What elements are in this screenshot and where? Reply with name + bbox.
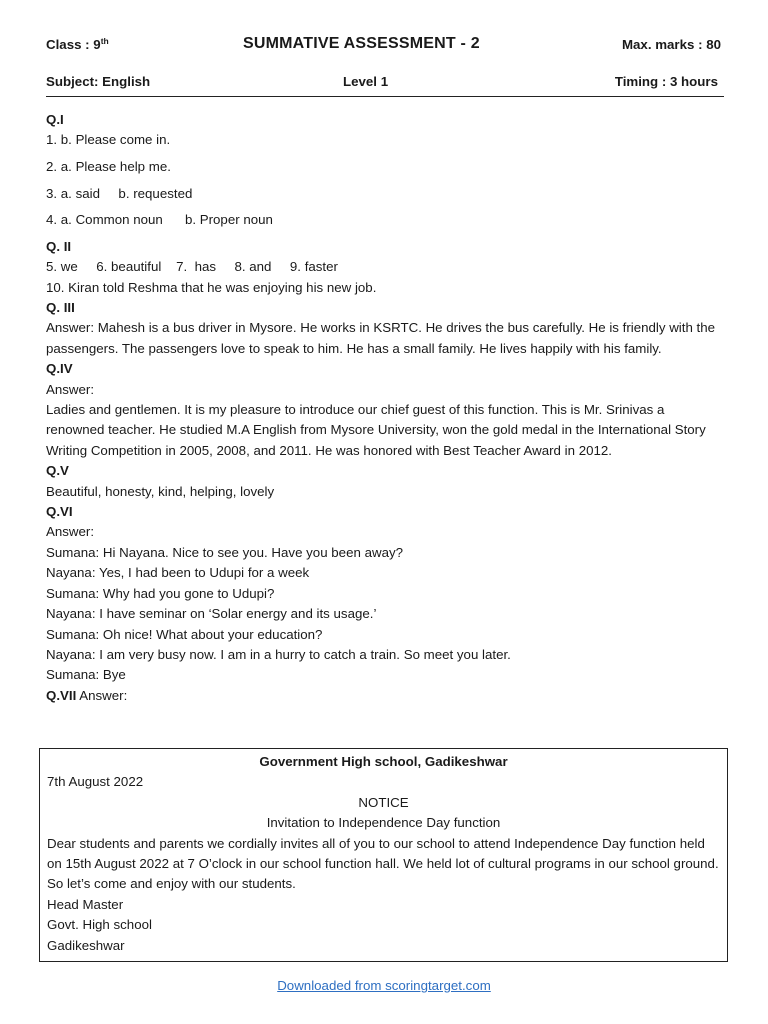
answers-body: [46, 110, 724, 706]
q2-line: 10. Kiran told Reshma that he was enjoying his new job.: [46, 279, 377, 295]
header-divider: [46, 96, 724, 97]
q1-line: 1. b. Please come in.: [46, 132, 171, 148]
download-source-link[interactable]: Downloaded from scoringtarget.com: [277, 978, 491, 993]
dialogue-line: Sumana: Hi Nayana. Nice to see you. Have you been away?: [46, 544, 404, 560]
notice-school: Government High school, Gadikeshwar: [259, 754, 508, 769]
footer: [0, 978, 768, 993]
dialogue-line: Sumana: Oh nice! What about your education?: [46, 626, 323, 642]
notice-sign-line: Head Master: [47, 896, 124, 912]
class-label: Class : 9th: [46, 36, 109, 52]
notice-sign-line: Govt. High school: [47, 917, 152, 933]
q4-answer-label: Answer:: [46, 381, 95, 397]
q7-answer-label: Answer:: [76, 687, 128, 703]
notice-heading: NOTICE: [358, 794, 409, 810]
q7-label: Q.VII: [46, 687, 77, 703]
notice-body: Dear students and parents we cordially invites all of you to our school to attend Independence Day function held on 15th August 2022 at 7 O’clock in our school function hall. We held lot of cultural programs in our school ground. So let’s come and enjoy with our students.: [47, 835, 719, 892]
q5-label: Q.V: [46, 463, 69, 479]
q3-label: Q. III: [46, 300, 75, 315]
q5-answer: Beautiful, honesty, kind, helping, lovely: [46, 483, 275, 499]
dialogue-line: Nayana: I have seminar on ‘Solar energy and its usage.’: [46, 606, 377, 622]
q4-answer: Ladies and gentlemen. It is my pleasure to introduce our chief guest of this function. This is Mr. Srinivas a renowned teacher. He studied M.A English from Mysore University, won the gold medal in the International Story Writing Competition in 2005, 2008, and 2011. He was honored with Best Teacher Award in 2012.: [46, 402, 706, 458]
q1-line: 3. a. said b. requested: [46, 185, 193, 201]
q4-label: Q.IV: [46, 361, 73, 377]
q2-line: 5. we 6. beautiful 7. has 8. and 9. faster: [46, 259, 338, 275]
q7-heading: [46, 686, 724, 706]
notice-box: [39, 748, 728, 962]
q1-label: Q.I: [46, 112, 64, 127]
max-marks: Max. marks : 80: [621, 37, 721, 52]
subject-label: Subject: English: [46, 74, 151, 89]
dialogue-line: Sumana: Why had you gone to Udupi?: [46, 585, 275, 601]
level-label: Level 1: [343, 74, 389, 89]
timing-label: Timing : 3 hours: [614, 74, 718, 89]
q6-answer-label: Answer:: [46, 524, 95, 540]
dialogue-line: Nayana: I am very busy now. I am in a hurry to catch a train. So meet you later.: [46, 646, 511, 662]
notice-sign-line: Gadikeshwar: [47, 937, 125, 953]
page-title: SUMMATIVE ASSESSMENT - 2: [243, 35, 480, 52]
q6-label: Q.VI: [46, 504, 73, 520]
dialogue-line: Sumana: Bye: [46, 667, 126, 683]
notice-subject: Invitation to Independence Day function: [266, 815, 501, 831]
q3-answer: Answer: Mahesh is a bus driver in Mysore. He works in KSRTC. He drives the bus carefully. He is friendly with the passengers. The passengers love to speak to him. He has a small family. He lives happily with his family.: [46, 320, 716, 356]
notice-date: 7th August 2022: [47, 774, 144, 790]
q1-line: 4. a. Common noun b. Proper noun: [46, 212, 273, 228]
q1-line: 2. a. Please help me.: [46, 159, 171, 174]
dialogue-line: Nayana: Yes, I had been to Udupi for a week: [46, 565, 310, 581]
q2-label: Q. II: [46, 238, 72, 254]
